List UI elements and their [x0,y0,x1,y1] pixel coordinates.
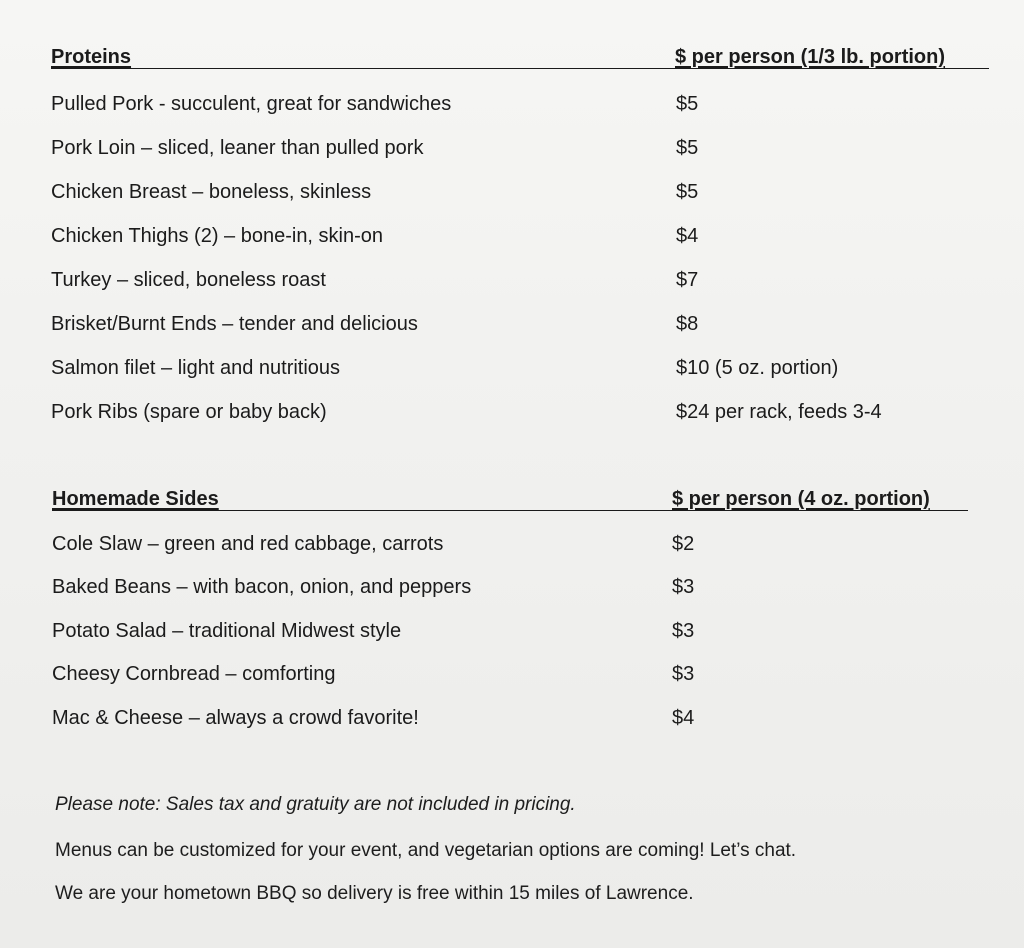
sides-header-rule [52,510,968,511]
item-name: Chicken Breast – boneless, skinless [51,181,372,203]
item-name: Pulled Pork - succulent, great for sandwiches [51,93,452,115]
proteins-header-title: Proteins [51,46,132,68]
pricing-note: Please note: Sales tax and gratuity are not included in pricing. [55,794,576,815]
protein-row-pork-ribs [51,401,951,427]
protein-row-pulled-pork [51,93,951,119]
item-name: Chicken Thighs (2) – bone-in, skin-on [51,225,384,247]
item-price: $5 [676,137,699,159]
side-row-cole-slaw [52,533,952,559]
protein-row-chicken-thighs [51,225,951,251]
item-price: $2 [672,533,695,555]
protein-row-chicken-breast [51,181,951,207]
sides-header-title: Homemade Sides [52,488,219,510]
item-name: Cheesy Cornbread – comforting [52,663,336,685]
item-price: $3 [672,663,695,685]
item-name: Pork Loin – sliced, leaner than pulled pork [51,137,424,159]
item-name: Pork Ribs (spare or baby back) [51,401,327,423]
item-price: $3 [672,620,695,642]
item-price: $4 [676,225,699,247]
item-price: $4 [672,707,695,729]
proteins-header [51,46,989,70]
side-row-baked-beans [52,576,952,602]
delivery-note: We are your hometown BBQ so delivery is free within 15 miles of Lawrence. [55,883,694,904]
item-name: Turkey – sliced, boneless roast [51,269,326,291]
item-price: $7 [676,269,699,291]
item-name: Salmon filet – light and nutritious [51,357,341,379]
sides-header [52,488,968,512]
item-price: $5 [676,181,699,203]
protein-row-salmon [51,357,951,383]
item-name: Cole Slaw – green and red cabbage, carrots [52,533,444,555]
item-name: Potato Salad – traditional Midwest style [52,620,402,642]
side-row-potato-salad [52,620,952,646]
side-row-mac-cheese [52,707,952,733]
protein-row-brisket [51,313,951,339]
item-price: $24 per rack, feeds 3-4 [676,401,882,423]
item-name: Mac & Cheese – always a crowd favorite! [52,707,419,729]
item-name: Brisket/Burnt Ends – tender and delicious [51,313,418,335]
item-name: Baked Beans – with bacon, onion, and peppers [52,576,472,598]
item-price: $3 [672,576,695,598]
proteins-header-price: $ per person (1/3 lb. portion) [675,46,946,68]
item-price: $8 [676,313,699,335]
item-price: $10 (5 oz. portion) [676,357,839,379]
proteins-header-rule [51,68,989,69]
protein-row-turkey [51,269,951,295]
side-row-cornbread [52,663,952,689]
protein-row-pork-loin [51,137,951,163]
customization-note: Menus can be customized for your event, and vegetarian options are coming! Let’s chat. [55,840,797,861]
sides-header-price: $ per person (4 oz. portion) [672,488,930,510]
item-price: $5 [676,93,699,115]
